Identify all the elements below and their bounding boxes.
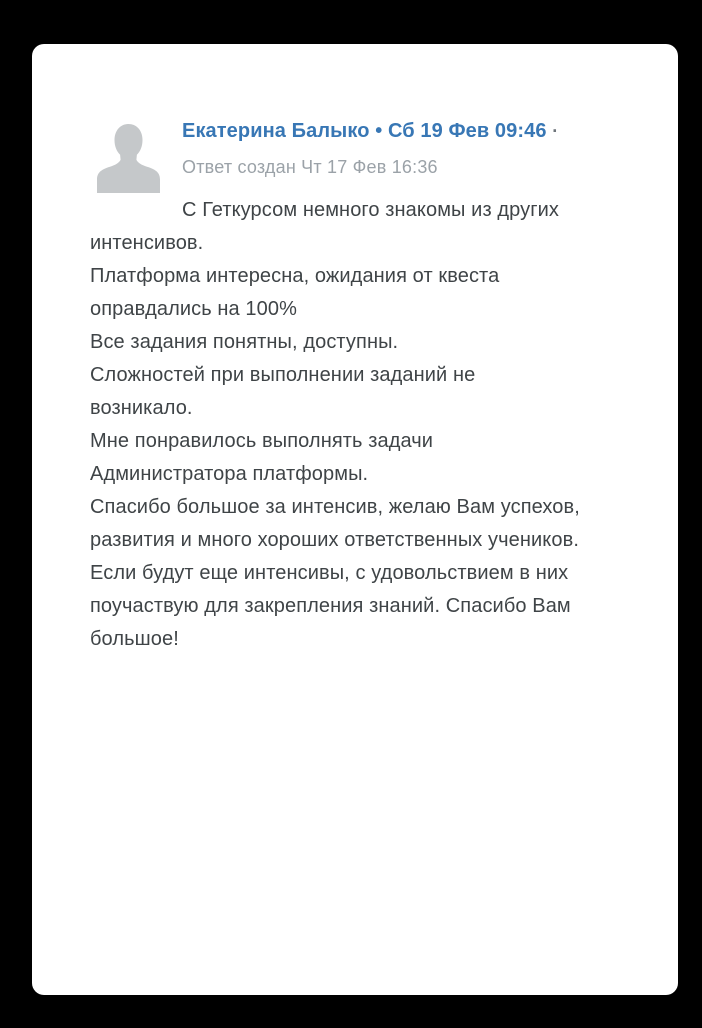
author-line [182,118,620,144]
reply-status: Ответ создан Чт 17 Фев 16:36 [182,157,438,177]
comment-timestamp: Сб 19 Фев 09:46 [387,120,547,142]
avatar[interactable] [91,118,166,193]
more-menu-dot[interactable]: · [552,121,559,141]
header-separator-dot: • [375,120,383,142]
comment-header-text [182,118,620,179]
comment-header [90,118,620,193]
author-name[interactable]: Екатерина Балыко [182,120,370,142]
comment-body-text: С Геткурсом немного знакомы из других интенсивов. Платформа интересна, ожидания от квеста оправдались на 100% Все задания понятны, доступны. Сложностей при выполнении заданий не возникало. Мне понравилось выполнять задачи Администратора платформы. Спасибо большое за интенсив, желаю Вам успехов, развития и много хороших ответственных учеников. Если будут еще интенсивы, с удовольствием в них поучаствую для закрепления знаний. Спасибо Вам большое! [90,199,580,650]
comment-card [32,44,678,995]
person-silhouette-icon [91,118,166,193]
